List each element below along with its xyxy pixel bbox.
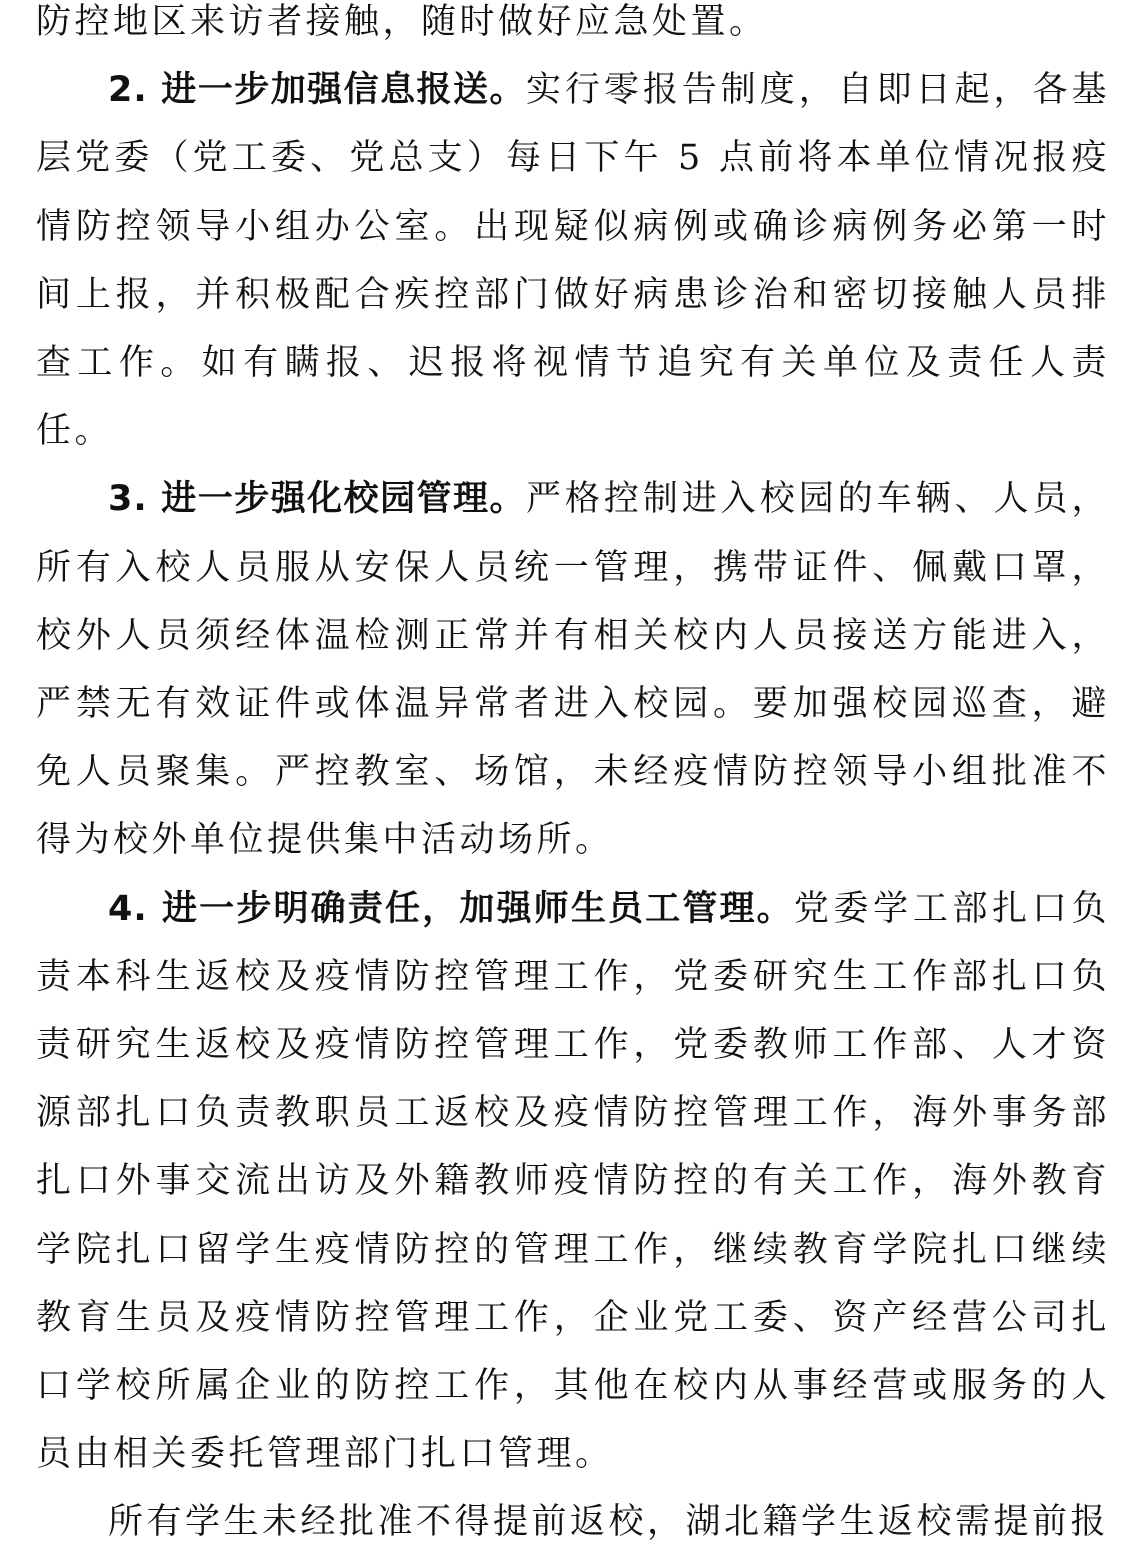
paragraph-body: 严格控制进入校园的车辆、人员，所有入校人员服从安保人员统一管理，携带证件、佩戴口罩，校外人员须经体温检测正常并有相关校内人员接送方能进入，严禁无有效证件或体温异常者进入校园。要加强校园巡查，避免人员聚集。严控教室、场馆，未经疫情防控领导小组批准不得为校外单位提供集中活动场所。 <box>36 479 1110 861</box>
paragraph-body: 党委学工部扎口负责本科生返校及疫情防控管理工作，党委研究生工作部扎口负责研究生返校及疫情防控管理工作，党委教师工作部、人才资源部扎口负责教职员工返校及疫情防控管理工作，海外事务部扎口外事交流出访及外籍教师疫情防控的有关工作，海外教育学院扎口留学生疫情防控的管理工作，继续教育学院扎口继续教育生员及疫情防控管理工作，企业党工委、资产经营公司扎口学校所属企业的防控工作，其他在校内从事经营或服务的人员由相关委托管理部门扎口管理。 <box>36 888 1110 1475</box>
paragraph-body: 实行零报告制度，自即日起，各基层党委（党工委、党总支）每日下午 5 点前将本单位情况报疫情防控领导小组办公室。出现疑似病例或确诊病例务必第一时间上报，并积极配合疾控部门做好病患诊治和密切接触人员排查工作。如有瞒报、迟报将视情节追究有关单位及责任人责任。 <box>36 70 1110 452</box>
paragraph-body: 防控地区来访者接触，随时做好应急处置。 <box>36 2 768 42</box>
paragraph-heading: 3. 进一步强化校园管理。 <box>108 479 526 520</box>
paragraph-students-return <box>36 1488 1110 1556</box>
paragraph-body: 所有学生未经批准不得提前返校，湖北籍学生返校需提前报 <box>108 1502 1110 1543</box>
paragraph-responsibility <box>36 875 1110 1489</box>
paragraph-continuation <box>36 0 1110 56</box>
paragraph-heading: 2. 进一步加强信息报送。 <box>108 70 526 111</box>
paragraph-information-reporting <box>36 56 1110 465</box>
paragraph-campus-management <box>36 465 1110 874</box>
document-page <box>36 0 1110 1557</box>
paragraph-heading: 4. 进一步明确责任，加强师生员工管理。 <box>108 888 794 929</box>
